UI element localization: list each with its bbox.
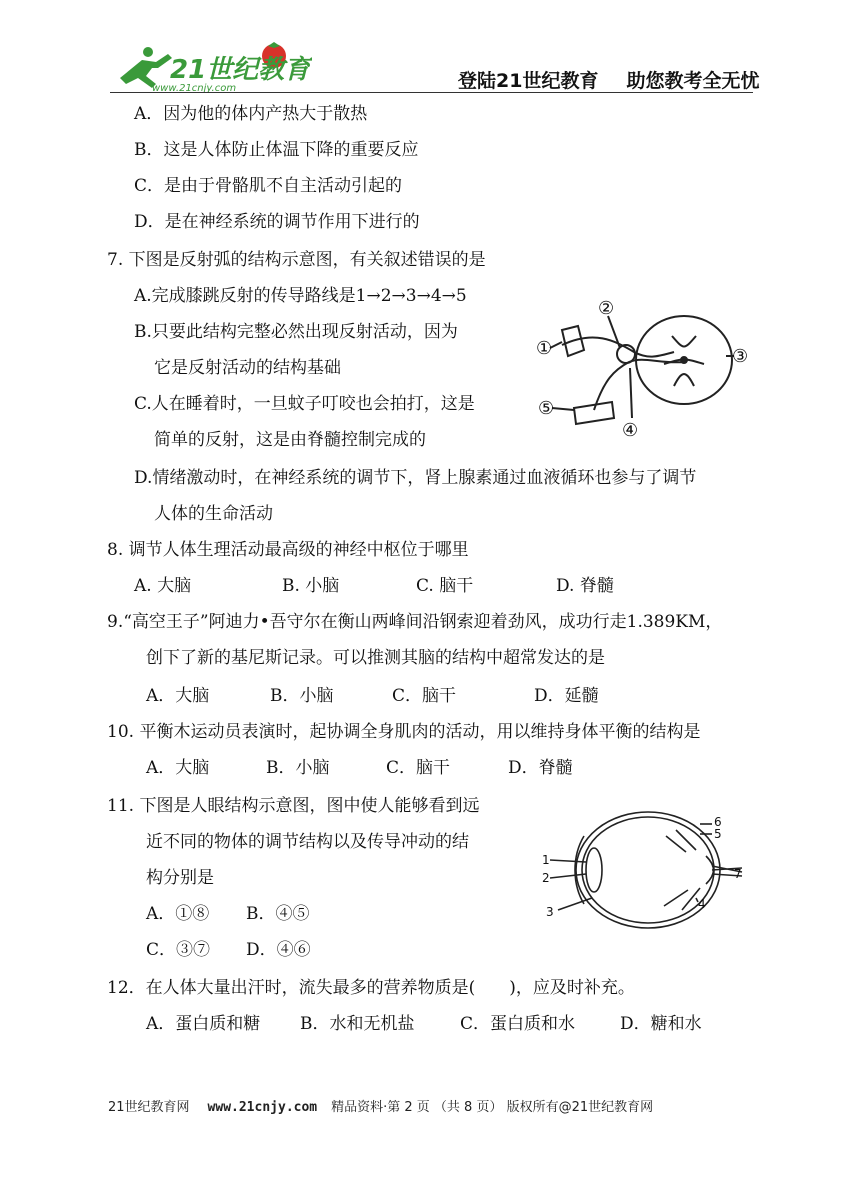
q12-options [146, 1014, 702, 1034]
q7-option-a: A.完成膝跳反射的传导路线是1→2→3→4→5 [134, 286, 467, 306]
footer-site: 21世纪教育网 [108, 1100, 190, 1115]
q12-option-c: C．蛋白质和水 [460, 1014, 576, 1034]
logo-url: www.21cnjy.com [152, 83, 237, 94]
eye-structure-diagram [536, 806, 750, 932]
slogan-right: 助您教考全无忧 [626, 70, 760, 92]
header-slogan [458, 66, 759, 93]
q9-stem-line1: 9.“高空王子”阿迪力•吾守尔在衡山两峰间沿钢索迎着劲风，成功行走1.389KM， [107, 612, 723, 632]
q10-option-a: A．大脑 [146, 758, 210, 778]
q7-option-c-line2: 简单的反射，这是由脊髓控制完成的 [154, 430, 426, 450]
q10-stem: 10. 平衡木运动员表演时，起协调全身肌肉的活动，用以维持身体平衡的结构是 [107, 722, 701, 742]
eye-label-6: 6 [714, 815, 722, 829]
reflex-label-4: ④ [622, 420, 639, 440]
logo-21cnjy [112, 38, 312, 94]
q8-option-d: D. 脊髓 [556, 576, 614, 596]
reflex-label-5: ⑤ [538, 398, 555, 419]
reflex-label-1: ① [536, 338, 553, 359]
q8-options [134, 576, 614, 596]
q8-option-c: C. 脑干 [416, 576, 474, 596]
running-man-icon [120, 47, 172, 88]
slogan-left: 登陆21世纪教育 [458, 70, 599, 92]
q12-stem: 12．在人体大量出汗时，流失最多的营养物质是( )，应及时补充。 [107, 978, 635, 998]
q11-option-c: C．③⑦ [146, 940, 211, 960]
q9-option-d: D．延髓 [534, 686, 599, 706]
q12-option-d: D．糖和水 [620, 1014, 702, 1034]
q7-option-b-line1: B.只要此结构完整必然出现反射活动，因为 [134, 322, 458, 342]
q7-option-d-line2: 人体的生命活动 [154, 504, 273, 524]
eye-label-5: 5 [714, 827, 722, 841]
logo-text: 21世纪教育 [170, 55, 311, 85]
q10-option-d: D．脊髓 [508, 758, 573, 778]
q6-option-a: A．因为他的体内产热大于散热 [134, 104, 368, 124]
q7-option-d-line1: D.情绪激动时，在神经系统的调节下，肾上腺素通过血液循环也参与了调节 [134, 468, 697, 488]
q10-option-b: B．小脑 [266, 758, 330, 778]
eye-label-4: 4 [698, 897, 706, 911]
q6-option-c: C．是由于骨骼肌不自主活动引起的 [134, 176, 403, 196]
reflex-label-2: ② [598, 298, 615, 319]
q11-options-row1 [146, 904, 310, 924]
q11-stem-line3: 构分别是 [146, 868, 214, 888]
reflex-label-3: ③ [732, 346, 749, 367]
header-divider [110, 92, 753, 93]
footer-url: www.21cnjy.com [207, 1100, 318, 1115]
q9-stem-line2: 创下了新的基尼斯记录。可以推测其脑的结构中超常发达的是 [146, 648, 605, 668]
q11-stem-line1: 11. 下图是人眼结构示意图，图中使人能够看到远 [107, 796, 480, 816]
q9-options [146, 686, 599, 706]
eye-label-1: 1 [542, 853, 550, 867]
page-footer [108, 1096, 653, 1115]
q11-option-b: B．④⑤ [246, 904, 310, 924]
q7-option-b-line2: 它是反射活动的结构基础 [154, 358, 341, 378]
eye-label-7: 7 [734, 867, 742, 881]
q10-option-c: C．脑干 [386, 758, 451, 778]
q9-option-b: B．小脑 [270, 686, 334, 706]
q6-option-d: D．是在神经系统的调节作用下进行的 [134, 212, 420, 232]
reflex-arc-diagram [534, 290, 752, 440]
q12-option-b: B．水和无机盐 [300, 1014, 415, 1034]
q11-options-row2 [146, 940, 311, 960]
q8-stem: 8. 调节人体生理活动最高级的神经中枢位于哪里 [107, 540, 469, 560]
q9-option-a: A．大脑 [146, 686, 210, 706]
eye-label-2: 2 [542, 871, 550, 885]
q11-option-d: D．④⑥ [246, 940, 311, 960]
eye-label-3: 3 [546, 905, 554, 919]
q11-option-a: A．①⑧ [146, 904, 210, 924]
q8-option-b: B. 小脑 [282, 576, 340, 596]
q7-option-c-line1: C.人在睡着时，一旦蚊子叮咬也会拍打，这是 [134, 394, 475, 414]
q10-options [146, 758, 573, 778]
page-header [0, 0, 860, 95]
footer-page-info: 精品资料·第 2 页 （共 8 页） 版权所有@21世纪教育网 [331, 1100, 654, 1115]
q6-option-b: B．这是人体防止体温下降的重要反应 [134, 140, 419, 160]
q8-option-a: A. 大脑 [134, 576, 192, 596]
q12-option-a: A．蛋白质和糖 [146, 1014, 261, 1034]
q7-stem: 7. 下图是反射弧的结构示意图，有关叙述错误的是 [107, 250, 486, 270]
q11-stem-line2: 近不同的物体的调节结构以及传导冲动的结 [146, 832, 469, 852]
q9-option-c: C．脑干 [392, 686, 457, 706]
